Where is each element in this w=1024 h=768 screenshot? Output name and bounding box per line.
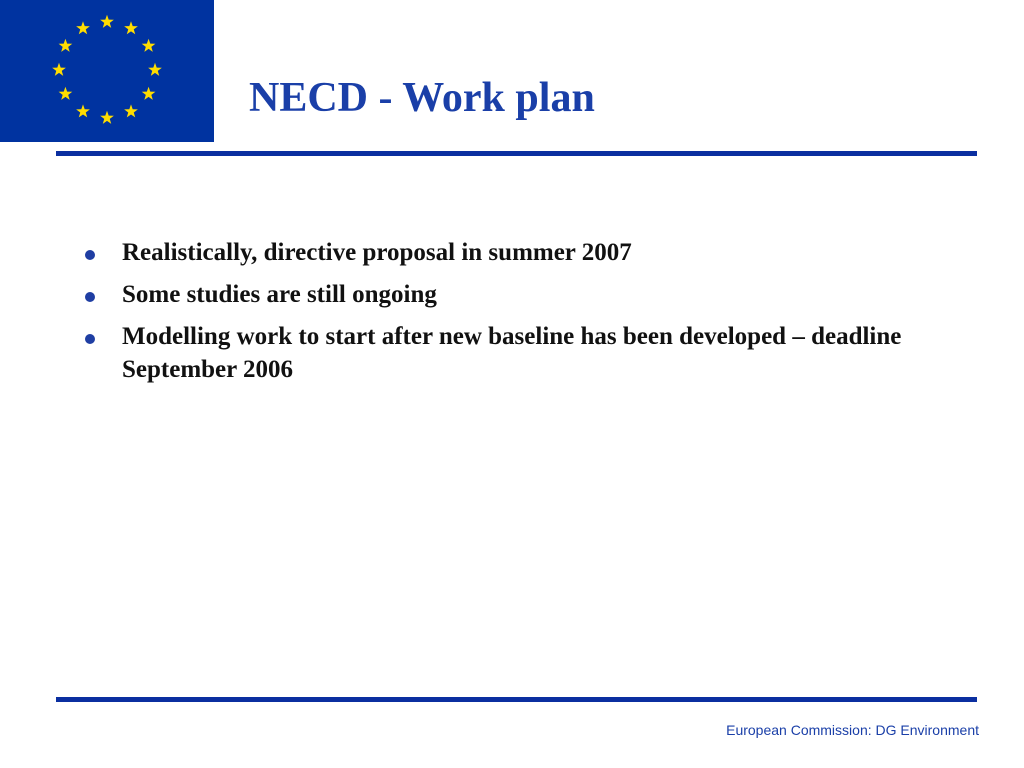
bullet-text: Some studies are still ongoing [122, 281, 437, 308]
bullet-dot-icon [85, 334, 95, 344]
star-icon [124, 104, 138, 117]
star-icon [100, 111, 114, 124]
star-icon [142, 87, 156, 100]
bullet-dot-icon [85, 292, 95, 302]
bullet-text: Realistically, directive proposal in summer 2007 [122, 239, 632, 266]
bullet-item [83, 236, 923, 269]
star-icon [59, 87, 73, 100]
eu-flag-icon [0, 0, 214, 142]
star-icon [52, 63, 66, 76]
bullet-text: Modelling work to start after new baseline has been developed – deadline September 2006 [122, 323, 902, 383]
star-icon [100, 15, 114, 28]
star-icon [76, 104, 90, 117]
star-icon [59, 39, 73, 52]
bullet-list [83, 236, 923, 395]
star-icon [148, 63, 162, 76]
star-icon [142, 39, 156, 52]
slide-title: NECD - Work plan [249, 75, 595, 121]
bottom-divider [56, 697, 977, 702]
star-icon [76, 21, 90, 34]
top-divider [56, 151, 977, 156]
star-icon [124, 21, 138, 34]
bullet-dot-icon [85, 250, 95, 260]
bullet-item [83, 278, 923, 311]
bullet-item [83, 320, 923, 386]
footer-text: European Commission: DG Environment [726, 722, 979, 738]
